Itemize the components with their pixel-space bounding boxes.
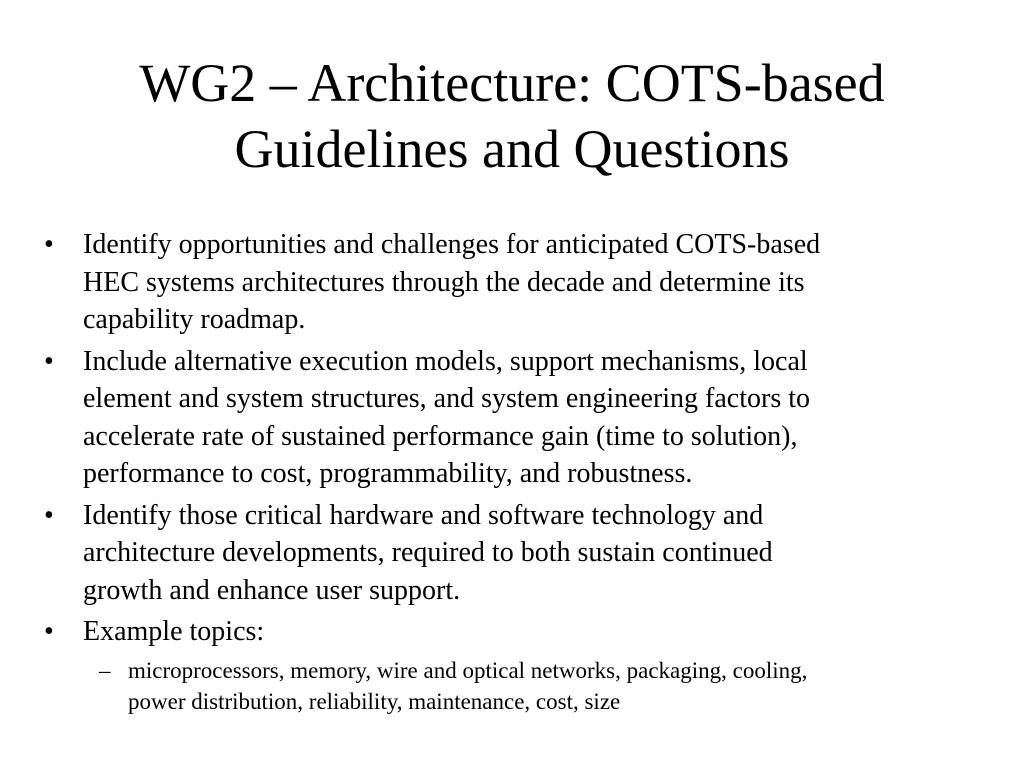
bullet-line: Identify opportunities and challenges for anticipated COTS-based: [83, 229, 821, 260]
bullet-line: Identify those critical hardware and software technology and: [83, 499, 764, 531]
bullet-item-1: [0, 226, 1024, 339]
bullet-line: HEC systems architectures through the decade and determine its: [83, 266, 805, 298]
bullet-list: [0, 226, 1024, 721]
sub-bullet-marker: –: [99, 657, 111, 683]
sub-bullet-line: microprocessors, memory, wire and optical networks, packaging, cooling,: [128, 657, 808, 683]
bullet-text: [83, 226, 994, 339]
bullet-line: capability roadmap.: [83, 304, 306, 335]
bullet-line: growth and enhance user support.: [83, 574, 461, 606]
bullet-marker: •: [44, 616, 54, 647]
bullet-line: accelerate rate of sustained performance gain (time to solution),: [83, 420, 798, 452]
bullet-line: Include alternative execution models, support mechanisms, local: [83, 345, 808, 377]
title-line-1: WG2 – Architecture: COTS-based: [139, 53, 885, 113]
bullet-text: [83, 613, 994, 651]
sub-bullet-line: power distribution, reliability, maintenance, cost, size: [128, 688, 621, 714]
bullet-line: architecture developments, required to both sustain continued: [83, 537, 773, 568]
bullet-line: element and system structures, and system engineering factors to: [83, 383, 811, 414]
bullet-marker: •: [44, 229, 54, 260]
bullet-text: [83, 343, 994, 493]
bullet-line: performance to cost, programmability, and robustness.: [83, 458, 693, 489]
bullet-marker: •: [44, 345, 54, 377]
bullet-marker: •: [44, 499, 54, 531]
slide-title: [40, 50, 984, 182]
bullet-item-4: [0, 613, 1024, 717]
sub-bullet-list: [83, 655, 994, 717]
title-line-2: Guidelines and Questions: [234, 119, 790, 179]
sub-bullet-item: [83, 655, 994, 717]
sub-bullet-text: [128, 655, 994, 717]
bullet-item-3: [0, 497, 1024, 610]
bullet-item-2: [0, 343, 1024, 493]
bullet-line: Example topics:: [83, 616, 265, 647]
bullet-text: [83, 497, 994, 610]
